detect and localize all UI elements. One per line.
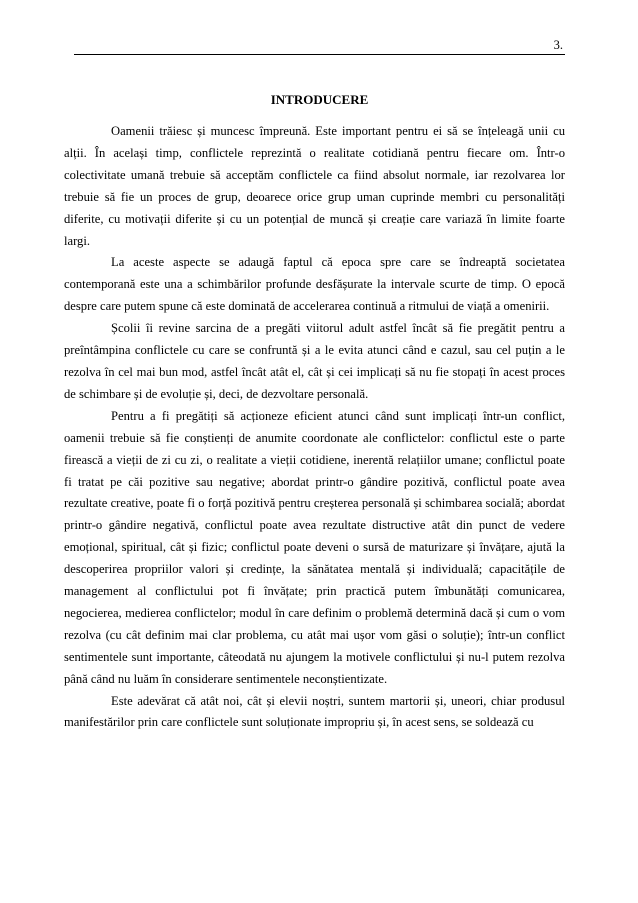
- page-number: 3.: [553, 38, 563, 52]
- paragraph-3: Școlii îi revine sarcina de a pregăti viitorul adult astfel încât să fie pregătit pentru a preîntâmpina conflictele cu care se confruntă și a le evita atunci când e cazul, sau cel puțin a le rezolva în cel mai bun mod, astfel încât atât el, cât și cei implicați să nu fie stopați în acest proces de schimbare și de evoluție și, deci, de dezvoltare personală.: [64, 321, 565, 401]
- paragraph-4: Pentru a fi pregătiți să acționeze eficient atunci când sunt implicați într-un conflict, oamenii trebuie să fie conștienți de anumite coordonate ale conflictelor: conflictul este o parte firească a vieții de zi cu zi, o realitate a vieții cotidiene, inerentă relațiilor umane; conflictul poate fi tratat pe căi pozitive sau negative; abordat printr-o gândire pozitivă, conflictul poate avea rezultate creative, poate fi o forță pozitivă pentru creșterea personală și schimbarea socială; abordat printr-o gândire negativă, conflictul poate avea rezultate distructive atât din punct de vedere emoțional, spiritual, cât și fizic; conflictul poate deveni o sursă de maturizare și învățare, ajută la descoperirea propriilor valori și credințe, la sănătatea mentală și individuală; capacitățile de management al conflictului pot fi învățate; prin practică putem îmbunătăți comunicarea, negocierea, medierea conflictelor; modul în care definim o problemă determină dacă și cum o vom rezolva (cu cât definim mai clar problema, cu atât mai ușor vom găsi o soluție); într-un conflict sentimentele sunt importante, câteodată nu ajungem la motivele conflictului și nu-l putem rezolva până când nu luăm în considerare sentimentele neconștientizate.: [64, 408, 565, 686]
- paragraph-5: Este adevărat că atât noi, cât și elevii noștri, suntem martorii și, uneori, chiar produsul manifestărilor prin care conflictele sunt soluționate impropriu și, în acest sens, se soldează cu: [64, 693, 565, 730]
- paragraph-1: Oamenii trăiesc și muncesc împreună. Este important pentru ei să se înțeleagă unii cu alții. În același timp, conflictele reprezintă o realitate cotidiană pentru fiecare om. Într-o colectivitate umană trebuie să acceptăm conflictele ca fiind absolut normale, iar rezolvarea lor trebuie să fie un proces de grup, deoarece orice grup uman cuprinde membri cu personalități diferite, cu motivații diferite și cu un potențial de muncă și creație care variază în limite foarte largi.: [64, 124, 565, 248]
- header-rule: [74, 54, 565, 55]
- paragraph-2: La aceste aspecte se adaugă faptul că epoca spre care se îndreaptă societatea contemporană este una a schimbărilor profunde desfășurate la intervale scurte de timp. O epocă despre care putem spune că este dominată de accelerarea continuă a ritmului de viață a omenirii.: [64, 255, 565, 314]
- document-body: [64, 121, 565, 734]
- page-title: INTRODUCERE: [270, 92, 369, 107]
